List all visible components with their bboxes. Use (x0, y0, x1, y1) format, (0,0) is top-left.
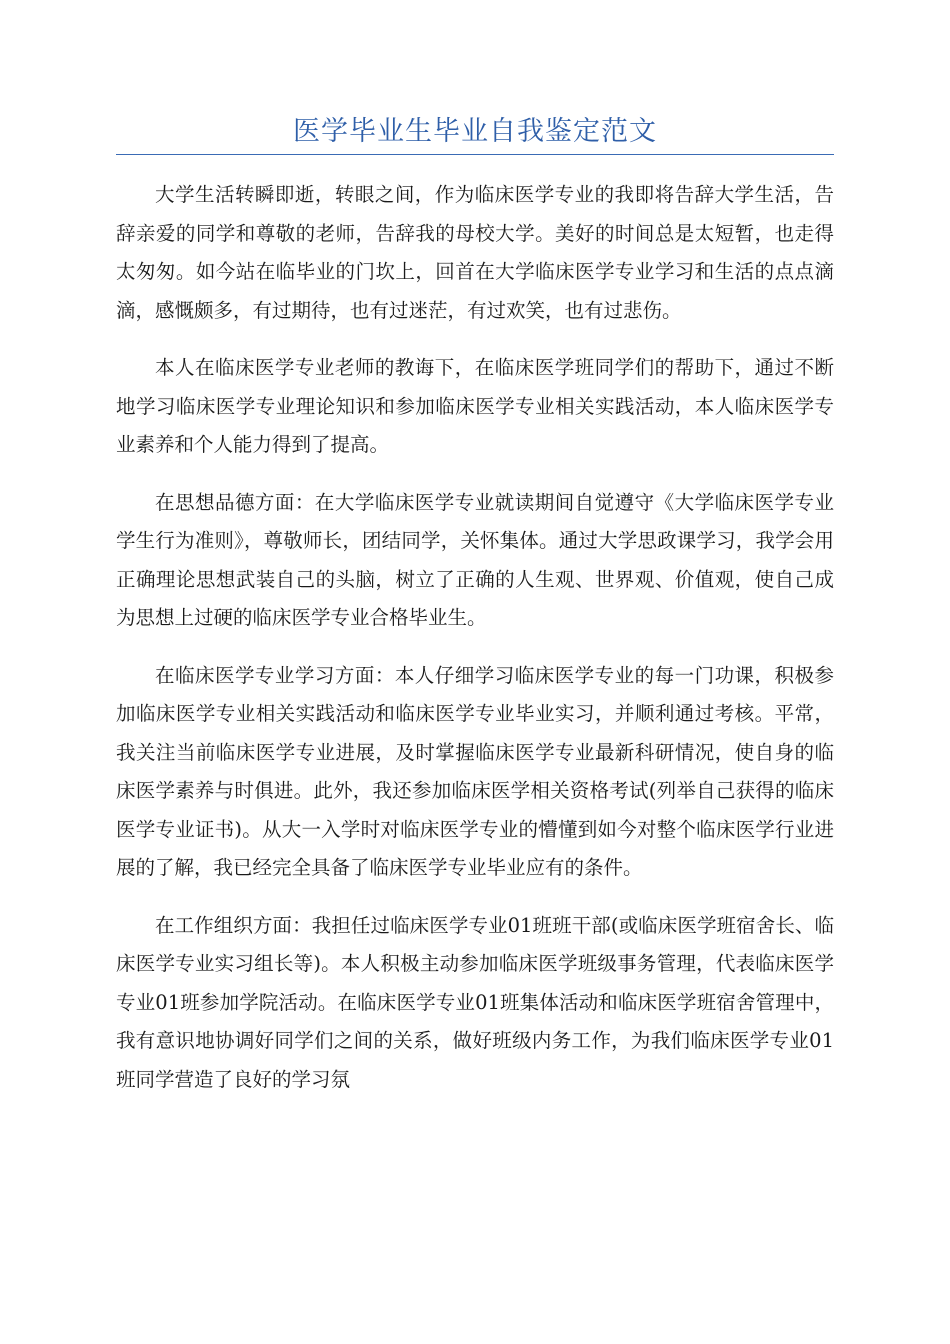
paragraph-intro: 大学生活转瞬即逝，转眼之间，作为临床医学专业的我即将告辞大学生活，告辞亲爱的同学和尊敬的老师，告辞我的母校大学。美好的时间总是太短暂，也走得太匆匆。如今站在临毕业的门坎上，回首在大学临床医学专业学习和生活的点点滴滴，感慨颇多，有过期待，也有过迷茫，有过欢笑，也有过悲伤。 (116, 183, 834, 322)
paragraph-moral: 在思想品德方面：在大学临床医学专业就读期间自觉遵守《大学临床医学专业学生行为准则》，尊敬师长，团结同学，关怀集体。通过大学思政课学习，我学会用正确理论思想武装自己的头脑，树立了正确的人生观、世界观、价值观，使自己成为思想上过硬的临床医学专业合格毕业生。 (116, 490, 834, 629)
paragraph-study: 在临床医学专业学习方面：本人仔细学习临床医学专业的每一门功课，积极参加临床医学专业相关实践活动和临床医学专业毕业实习，并顺利通过考核。平常，我关注当前临床医学专业进展，及时掌握临床医学专业最新科研情况，使自身的临床医学素养与时俱进。此外，我还参加临床医学相关资格考试(列举自己获得的临床医学专业证书)。从大一入学时对临床医学专业的懵懂到如今对整个临床医学行业进展的了解，我已经完全具备了临床医学专业毕业应有的条件。 (116, 663, 834, 879)
paragraph-work: 在工作组织方面：我担任过临床医学专业01班班干部(或临床医学班宿舍长、临床医学专业实习组长等)。本人积极主动参加临床医学班级事务管理，代表临床医学专业01班参加学院活动。在临床医学专业01班集体活动和临床医学班宿舍管理中，我有意识地协调好同学们之间的关系，做好班级内务工作，为我们临床医学专业01班同学营造了良好的学习氛 (116, 913, 834, 1091)
title-underline (116, 154, 834, 155)
paragraph-growth: 本人在临床医学专业老师的教诲下，在临床医学班同学们的帮助下，通过不断地学习临床医学专业理论知识和参加临床医学专业相关实践活动，本人临床医学专业素养和个人能力得到了提高。 (116, 356, 834, 456)
document-body (116, 176, 834, 1118)
document-title: 医学毕业生毕业自我鉴定范文 (293, 116, 657, 147)
